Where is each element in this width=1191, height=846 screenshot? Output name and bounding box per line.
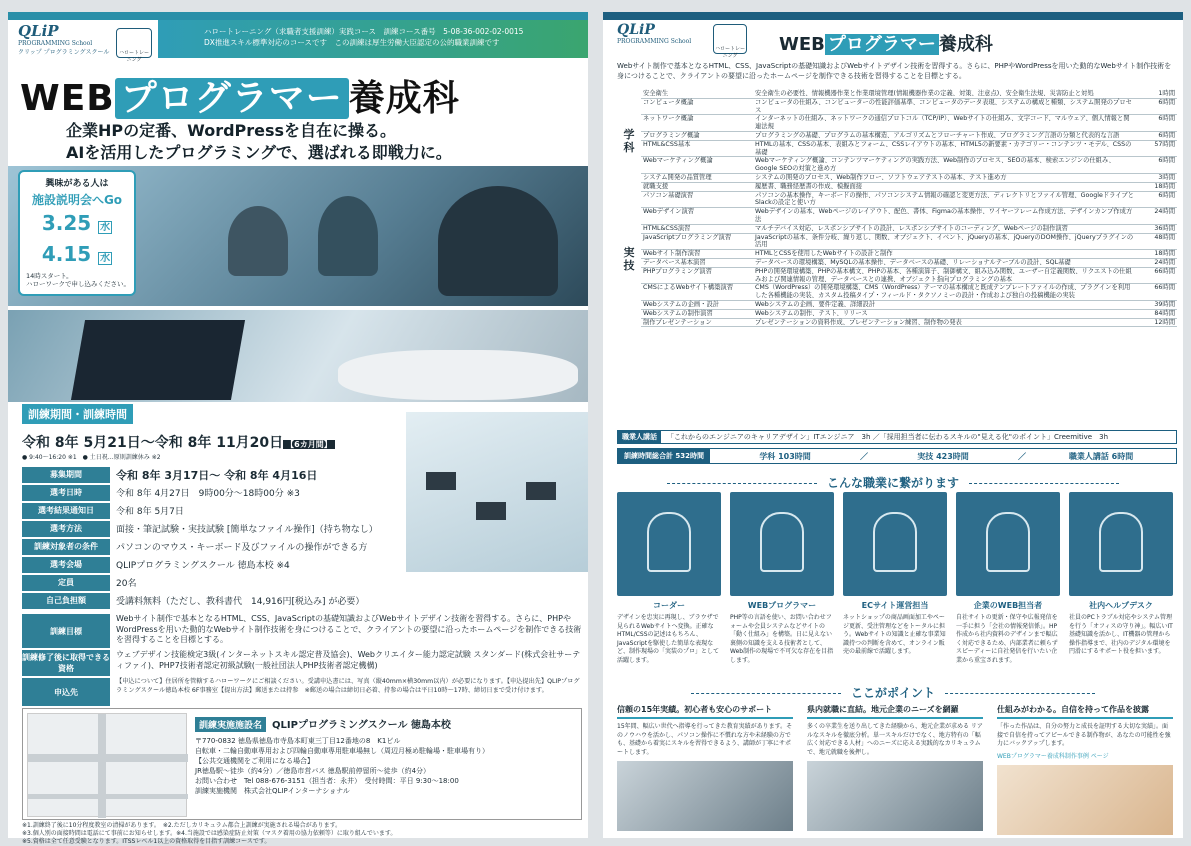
job-illustration [843, 492, 947, 596]
detail-row [22, 484, 402, 502]
coding-photo [8, 310, 588, 402]
person-icon [986, 512, 1030, 572]
point-title: 仕組みがわかる。自信を持って作品を披露 [997, 704, 1173, 719]
category-jitsugi: 実技 [623, 245, 635, 272]
job-illustration [1069, 492, 1173, 596]
detail-label: 選考会場 [22, 557, 110, 573]
logo-sub2: クリップ プログラミングスクール [18, 49, 110, 56]
facility-contact: お問い合わせ Tel 088-676-3151（担当者：永井） 受付時間：平日 9:30～18:00 [195, 777, 459, 785]
subject-desc: システムの開発のプロセス、Web制作フロー、ソフトウェアテストの基本、テスト進め方 [753, 173, 1137, 182]
subject-hours: 39時間 [1137, 300, 1177, 309]
back-title: WEB プログラマー 養成科 [779, 34, 993, 55]
detail-value: QLIPプログラミングスクール 徳島本校 ※4 [116, 561, 290, 571]
portfolio-caption: WEBプログラマー養成科制作事例 ページ [997, 752, 1109, 760]
subject-desc: プログラミングの基礎、プログラムの基本構造、アルゴリズムとフローチャート作成、プログラミング言語の分類と代表的な言語 [753, 131, 1137, 140]
period-tag: 【6カ月間】 [283, 440, 335, 449]
apply-label: 申込先 [22, 678, 110, 706]
subject-desc: マルチデバイス対応、レスポンシブサイトの設計、レスポンシブサイトのコーディング、Webページの制作演習 [753, 224, 1137, 233]
subject-desc: Webデザインの基本、Webページのレイアウト、配色、書体、Figmaの基本操作、ワイヤーフレーム作成方法、デザインカンプ作成方法 [753, 208, 1137, 225]
course-title [20, 70, 460, 121]
job-illustration [617, 492, 721, 596]
point-card [617, 704, 793, 835]
subject-desc: 履歴書、職務経歴書の作成、模擬面接 [753, 182, 1137, 191]
subject-name: データベース基本演習 [641, 258, 753, 267]
subject-hours: 57時間 [1137, 140, 1177, 157]
point-card [807, 704, 983, 835]
point-desc: 15年間、幅広い世代へ指導を行ってきた教育実績があります。そのノウハウを活かし、パソコン操作に不慣れな方や未経験の方でも、基礎から着実にスキルを習得できるよう、講師が丁寧にサポートします。 [617, 723, 793, 756]
detail-label: 定員 [22, 575, 110, 591]
curriculum-row [617, 90, 1177, 98]
detail-label: 自己負担額 [22, 593, 110, 609]
subject-name: Webデザイン演習 [641, 208, 753, 225]
facility-name: QLIPプログラミングスクール 徳島本校 [272, 720, 451, 731]
subject-desc: PHPの開発環境構築、PHPの基本構文、PHPの基本、各種演算子、制御構文、組み込み関数、ユーザー自定義関数、リクエストの仕組みおよび関連情報の管理、データベースとの連携、オブジェクト指向プログラミングの基本 [753, 267, 1137, 284]
jobs-list [617, 492, 1173, 665]
facility-address: 〒770-0832 徳島県徳島市寺島本町東三丁目12番地の8 K1ビル [195, 737, 401, 745]
facility-transit: JR徳島駅～徒歩（約4分）／徳島市営バス 徳島駅前停留所～徒歩（約4分） [195, 767, 431, 775]
subject-name: パソコン基礎演習 [641, 191, 753, 208]
facility-label: 訓練実施施設名 [195, 717, 266, 732]
job-desc: 自社サイトの更新・保守や広報発信を一手に担う「会社の情報発信係」。HP作成から社内資料のデザインまで幅広く対応できるため、内部業者に頼らずスピーディーに自社発信を行いたい企業から重宝されます。 [956, 614, 1058, 664]
subject-name: プログラミング概論 [641, 131, 753, 140]
subject-hours: 6時間 [1137, 157, 1177, 174]
detail-label: 選考方法 [22, 521, 110, 537]
footnotes: ※1.訓練終了後に10分程度教室の清掃があります。 ※2.ただしカリキュラム都合上訓練が実施される場合があります。 ※3.個人別の面接時間は電話にて事前にお知らせします。※4.当施設では感染症防止対策（マスク着用の協力依頼等）に取り組んでいます。 ※5.資格は全て任意受験となります。ITSSレベル1以上の資格取得を目指す訓練コースです。 [22, 822, 397, 845]
job-desc: PHP等の言語を使い、お問い合わせフォームや会員システムなどサイトの「動く仕組み」を構築。日に見えない裏側の知識を支える技術者として、Web制作の現場で不可欠な存在を目指します。 [730, 614, 834, 664]
detail-row [22, 502, 402, 520]
info-lead: 興味がある人は [45, 179, 109, 189]
detail-value: 20名 [116, 579, 137, 589]
subject-name: Webマーケティング概論 [641, 157, 753, 174]
detail-value: 令和 8年 4月27日 9時00分～18時00分 ※3 [116, 489, 300, 499]
detail-label: 訓練対象者の条件 [22, 539, 110, 555]
curriculum-row [617, 224, 1177, 233]
front-page [8, 12, 588, 845]
subject-hours: 18時間 [1137, 182, 1177, 191]
subject-desc: HTMLとCSSを使用したWebサイトの設計と制作 [753, 250, 1137, 259]
curriculum-row [617, 191, 1177, 208]
detail-row [22, 592, 402, 610]
point-desc: 「作った作品は、自分の努力と成長を証明する大切な実績」。面接で自信を持ってアピールできる制作物が、あなたの可能性を強力にバックアップします。 [997, 723, 1171, 747]
point-desc: 多くの卒業生を送り出してきた経験から、地元企業が求める リアルなスキルを徹底分析。単一スキルだけでなく、地方特有の「幅広く対応できる人材」へのニーズに応える実践的なカリキュラムで、地元就職を後押し。 [807, 723, 983, 756]
detail-label: 選考日時 [22, 485, 110, 501]
subject-hours: 24時間 [1137, 208, 1177, 225]
period-heading: 訓練期間・訓練時間 [22, 404, 133, 424]
info-note-1: 14時スタート。 [26, 272, 73, 280]
subject-name: HTML&CSS演習 [641, 224, 753, 233]
curriculum-row [617, 284, 1177, 301]
curriculum-row [617, 267, 1177, 284]
class-photo [807, 761, 983, 831]
hello-training-seal-back: ハロートレーニング [713, 24, 747, 54]
subject-name: HTML&CSS基本 [641, 140, 753, 157]
subject-hours: 84時間 [1137, 309, 1177, 318]
subject-hours: 3時間 [1137, 173, 1177, 182]
license-label: 訓練修了後に取得できる資格 [22, 650, 110, 676]
title-course: 養成科 [348, 78, 460, 119]
license-row [22, 650, 582, 676]
curriculum-table [617, 90, 1177, 327]
job-desc: デザインを忠実に再現し、ブラウザで見られるWebサイトへ変換。正確なHTML/CSSの記述はもちろん、JavaScriptを駆使した簡単な表現など、制作現場の「実装のプロ」として活躍します。 [617, 614, 720, 664]
subject-name: Webサイト制作演習 [641, 250, 753, 259]
job-title: WEBプログラマー [747, 601, 817, 610]
subject-hours: 66時間 [1137, 267, 1177, 284]
info-session-box [18, 170, 136, 296]
subject-name: 制作プレゼンテーション [641, 318, 753, 327]
subject-name: JavaScriptプログラミング演習 [641, 233, 753, 250]
job-illustration [956, 492, 1060, 596]
subject-name: コンピュータ概論 [641, 98, 753, 115]
subject-name: ネットワーク概論 [641, 115, 753, 132]
job-card [843, 492, 947, 665]
detail-label: 募集期間 [22, 467, 110, 483]
curriculum-row [617, 233, 1177, 250]
license-text: ウェブデザイン技能検定3級(インターネットスキル認定普及協会)、Webクリエイター能力認定試験 スタンダード(株式会社サーティファイ)、PHP7技術者認定初級試験(一般社団法人PHP技術者認定機構) [116, 650, 581, 670]
class-photo [617, 761, 793, 831]
subject-name: 安全衛生 [641, 90, 753, 98]
guest-lecture-bar: 職業人講話 「これからのエンジニアのキャリアデザイン」ITエンジニア 3h ／「採用担当者に伝わるスキルの"見える化"のポイント」Creemitive 3h [617, 430, 1177, 444]
subtitle [66, 120, 452, 164]
title-programmer: プログラマー [115, 78, 349, 119]
job-desc: ネットショップの商品画面加工やページ更新、受注管理などをトータルに担う。Webサイトの知識と止確な事業知識持つの判断を含めて、オンライン販売の最前線で活躍します。 [843, 614, 946, 655]
detail-row [22, 538, 402, 556]
header-line2: DX推進スキル標準対応のコースです この訓練は厚生労働大臣認定の公的職業訓練です [204, 38, 500, 47]
period-note: ● 9:40～16:20 ※1 ● 土日祝…原則訓練休み ※2 [22, 454, 161, 461]
subject-desc: HTMLの基本、CSSの基本、表組みとフォーム、CSSレイアウトの基本、HTML5の新要素・カテゴリー・コンテンツ・モデル、CSSの基礎 [753, 140, 1137, 157]
subject-hours: 36時間 [1137, 224, 1177, 233]
subject-hours: 6時間 [1137, 115, 1177, 132]
point-title: 信頼の15年実績。初心者も安心のサポート [617, 704, 793, 719]
detail-row [22, 466, 402, 484]
title-web: WEB [20, 78, 115, 119]
subject-desc: コンピュータの仕組み、コンピューターの性能評価基準、コンピュータのデータ表現、システムの構成と種類、システム開発のプロセス [753, 98, 1137, 115]
subject-desc: インターネットの仕組み、ネットワークの通信プロトコル（TCP/IP）、Webサイトの仕組み、文字コード、マルウェア、個人情報と関連法規 [753, 115, 1137, 132]
facility-parking: 自転車・二輪自動車専用および四輪自動車専用駐車場無し（周辺月極め駐輪場・駐車場有り） [195, 747, 489, 755]
subject-name: Webシステムの企画・設計 [641, 300, 753, 309]
subject-hours: 18時間 [1137, 250, 1177, 259]
person-icon [760, 512, 804, 572]
curriculum-row [617, 115, 1177, 132]
subject-desc: JavaScriptの基本、条件分岐、繰り返し、関数、オブジェクト、イベント、jQueryの基本、jQueryのDOM操作、jQueryプラグインの活用 [753, 233, 1137, 250]
detail-row [22, 574, 402, 592]
curriculum-row [617, 140, 1177, 157]
point-title: 県内就職に直結。地元企業のニーズを網羅 [807, 704, 983, 719]
subtitle-1: 企業HPの定番、WordPressを自在に操る。 [66, 121, 397, 140]
access-map [27, 713, 187, 817]
person-icon [647, 512, 691, 572]
curriculum-row [617, 318, 1177, 327]
job-card [730, 492, 834, 665]
person-icon [1099, 512, 1143, 572]
job-illustration [730, 492, 834, 596]
detail-row [22, 520, 402, 538]
facility-transit-head: 【公共交通機関をご利用になる場合】 [195, 757, 314, 765]
subject-hours: 24時間 [1137, 258, 1177, 267]
detail-value: パソコンのマウス・キーボード及びファイルの操作ができる方 [116, 543, 368, 553]
subject-name: CMSによるWebサイト構築演習 [641, 284, 753, 301]
curriculum-row [617, 182, 1177, 191]
point-card [997, 704, 1173, 835]
header-bar [158, 20, 588, 58]
curriculum-row [617, 309, 1177, 318]
subject-desc: Webシステムの企画、要件定義、詳細設計 [753, 300, 1137, 309]
subject-desc: データベースの環境構築、MySQLの基本操作、データベースの基礎、リレーショナルテーブルの設計、SQL基礎 [753, 258, 1137, 267]
info-date-2: 4.15 水 [41, 242, 111, 266]
baby-photo [997, 765, 1173, 835]
training-period: 令和 8年 5月21日～令和 8年 11月20日 【6カ月間】 [22, 432, 335, 452]
subject-name: PHPプログラミング演習 [641, 267, 753, 284]
subject-desc: CMS（WordPress）の開発環境構築、CMS（WordPress）テーマの基本構成と既成テンプレートファイルの作成、プラグインを利用した各種機能の実装、カスタム投稿タイプ・フィールド・タクソノミーの設計・作成および独自の投稿機能の実装 [753, 284, 1137, 301]
goal-label: 訓練目標 [22, 614, 110, 648]
job-title: 企業のWEB担当者 [973, 601, 1043, 610]
subject-desc: Webマーケティング概論、コンテンツマーケティングの実践方法、Web制作のプロセス、SEOの基本、検索エンジンの仕組み、Google SEOの対策と進め方 [753, 157, 1137, 174]
subject-hours: 1時間 [1137, 90, 1177, 98]
curriculum-row [617, 98, 1177, 115]
goal-text: Webサイト制作で基本となるHTML、CSS、JavaScriptの基礎知識およびWebサイトデザイン技術を習得する。さらに、PHPやWordPressを用いた動的なWebサイト制作技術を身につけることで、クライアントの要望に沿ったホームページを制作できる技術を習得することを目標とする。 [116, 614, 582, 644]
job-card [956, 492, 1060, 665]
curriculum-row [617, 258, 1177, 267]
back-page [603, 12, 1183, 838]
subtitle-2: AIを活用したプログラミングで、選ばれる即戦力に。 [66, 143, 452, 162]
curriculum-row [617, 157, 1177, 174]
info-title: 施設説明会へGo [31, 193, 123, 207]
job-title: コーダー [653, 601, 685, 610]
detail-value: 面接・筆記試験・実技試験 [簡単なファイル操作]（持ち物なし） [116, 525, 378, 535]
curriculum-row [617, 300, 1177, 309]
logo-text: QLiP [18, 22, 59, 40]
curriculum-row [617, 208, 1177, 225]
curriculum-row [617, 173, 1177, 182]
subject-desc: パソコンの基本操作、キーボードの操作、パソコンシステム情報の確認と変更方法、ディレクトリとファイル管理、GoogleドライブとSlackの設定と使い方 [753, 191, 1137, 208]
subject-hours: 6時間 [1137, 191, 1177, 208]
apply-row [22, 678, 582, 706]
job-desc: 社員のPCトラブル対応やシステム管理を行う「オフィスの守り神」。幅広いIT基礎知識を活かし、IT機器の管理から操作指導まで、社内のデジタル環境を円滑にするサポート役を担います。 [1069, 614, 1173, 655]
curriculum-row [617, 250, 1177, 259]
subject-hours: 6時間 [1137, 131, 1177, 140]
points-heading: ここがポイント [603, 684, 1183, 701]
goal-row [22, 614, 582, 648]
details-table [22, 466, 402, 610]
subject-hours: 48時間 [1137, 233, 1177, 250]
subject-name: 就職支援 [641, 182, 753, 191]
intro-text: Webサイト制作で基本となるHTML、CSS、JavaScriptの基礎知識およびWebサイトデザイン技術を習得する。さらに、PHPやWordPressを用いた動的なWebサイト制作技術を身につけることで、クライアントの要望に沿ったホームページを制作できる技術を習得することを目標とする。 [617, 62, 1172, 80]
curriculum-row [617, 131, 1177, 140]
detail-value: 令和 8年 3月17日～ 令和 8年 4月16日 [116, 468, 318, 482]
subject-hours: 12時間 [1137, 318, 1177, 327]
logo-sub: PROGRAMMING School [18, 40, 93, 47]
subject-desc: Webシステムの制作、テスト、リリース [753, 309, 1137, 318]
info-date-1: 3.25 水 [41, 211, 111, 235]
detail-label: 選考結果通知日 [22, 503, 110, 519]
apply-text: 【申込について】住居所を管轄するハローワークにご相談ください。受講申込書には、写真（縦40mm×横30mm以内）が必要になります。【申込提出先】QLIPプログラミングスクール徳島本校 6F事務室【提出方法】郵送または持参 ※郵送の場合は締切日必着、持参の場合は平日10時～17時、締切日まで受け付けます。 [116, 678, 580, 694]
jobs-heading: こんな職業に繋がります [603, 474, 1183, 491]
subject-name: Webシステムの制作演習 [641, 309, 753, 318]
classroom-photo [406, 412, 588, 572]
subject-desc: 安全衛生の必要性、情報機器作業と作業環境管理(情報機器作業の定義、対策、注意点)、安全衛生法規、災害防止と対処 [753, 90, 1137, 98]
detail-value: 受講料無料（ただし、教科書代 14,916円[税込み] が必要） [116, 597, 365, 607]
info-note-2: ハローワークで申し込みください。 [26, 280, 130, 288]
job-title: ECサイト運営担当 [861, 601, 929, 610]
job-title: 社内ヘルプデスク [1089, 601, 1153, 610]
subject-name: システム開発の品質管理 [641, 173, 753, 182]
header-line1: ハロートレーニング（求職者支援訓練）実践コース 訓練コース番号 5-08-36-002-02-0015 [204, 27, 524, 36]
category-gakka: 学科 [623, 127, 635, 154]
facility-operator: 訓練実施機関 株式会社QLIPインターナショナル [195, 787, 350, 795]
qlip-logo-back: QLiP PROGRAMMING School [617, 22, 692, 45]
subject-hours: 6時間 [1137, 98, 1177, 115]
subject-desc: プレゼンテーションの資料作成、プレゼンテーション練習、制作物の発表 [753, 318, 1137, 327]
job-card [617, 492, 721, 665]
subject-hours: 66時間 [1137, 284, 1177, 301]
detail-value: 令和 8年 5月7日 [116, 507, 184, 517]
detail-row [22, 556, 402, 574]
hello-training-seal: ハロートレーニング [116, 28, 152, 58]
total-hours-bar: 訓練時間総合計 532時間 学科 103時間 ／ 実技 423時間 ／ 職業人講話 6時間 [617, 448, 1177, 464]
person-icon [873, 512, 917, 572]
job-card [1069, 492, 1173, 665]
points-list [617, 704, 1173, 835]
facility-box [22, 708, 582, 820]
